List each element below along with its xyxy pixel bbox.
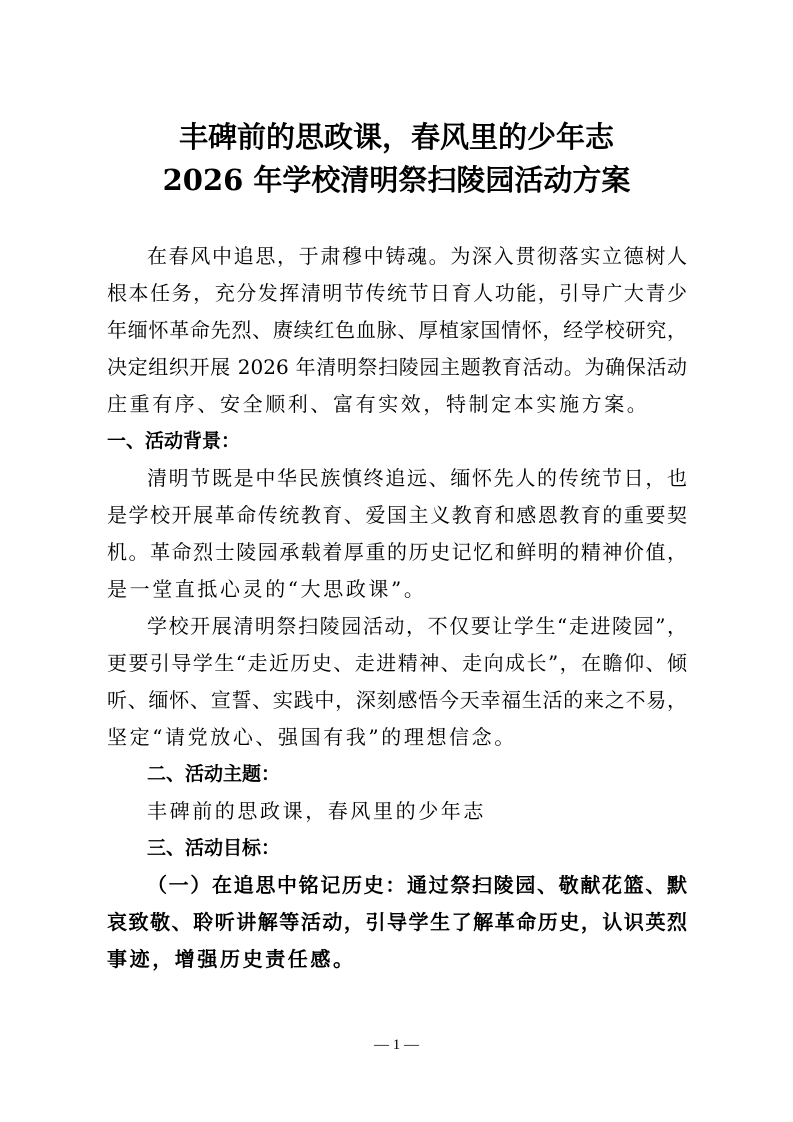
background-para1-line: 是一堂直抵心灵的“大思政课”。 bbox=[107, 577, 427, 601]
document-title-line-2: 2026 年学校清明祭扫陵园活动方案 bbox=[162, 163, 631, 197]
intro-line: 年缅怀革命先烈、赓续红色血脉、厚植家国情怀，经学校研究， bbox=[107, 318, 687, 342]
background-para2-line: 听、缅怀、宣誓、实践中，深刻感悟今天幸福生活的来之不易， bbox=[107, 688, 687, 712]
background-para1-line: 清明节既是中华民族慎终追远、缅怀先人的传统节日，也 bbox=[147, 466, 687, 490]
section-heading-goals: 三、活动目标： bbox=[147, 837, 281, 859]
background-para2-line: 学校开展清明祭扫陵园活动，不仅要让学生“走进陵园”， bbox=[147, 614, 687, 638]
intro-line: 决定组织开展 2026 年清明祭扫陵园主题教育活动。为确保活动 bbox=[107, 355, 687, 379]
intro-line: 在春风中追思，于肃穆中铸魂。为深入贯彻落实立德树人 bbox=[147, 244, 687, 268]
background-para1-line: 机。革命烈士陵园承载着厚重的历史记忆和鲜明的精神价值， bbox=[107, 540, 687, 564]
intro-line: 庄重有序、安全顺利、富有实效，特制定本实施方案。 bbox=[107, 392, 650, 416]
background-para2-line: 更要引导学生“走近历史、走进精神、走向成长”，在瞻仰、倾 bbox=[107, 651, 687, 675]
intro-line: 根本任务，充分发挥清明节传统节日育人功能，引导广大青少 bbox=[107, 281, 687, 305]
goal-item-1-line: 事迹，增强历史责任感。 bbox=[107, 947, 356, 971]
section-heading-theme: 二、活动主题： bbox=[147, 763, 281, 785]
document-title-line-1: 丰碑前的思政课，春风里的少年志 bbox=[178, 120, 614, 154]
page-number: — 1 — bbox=[374, 1037, 419, 1053]
background-para1-line: 是学校开展革命传统教育、爱国主义教育和感恩教育的重要契 bbox=[107, 503, 687, 527]
theme-text: 丰碑前的思政课，春风里的少年志 bbox=[147, 799, 486, 823]
background-para2-line: 坚定“请党放心、强国有我”的理想信念。 bbox=[107, 725, 517, 749]
section-heading-background: 一、活动背景： bbox=[107, 430, 241, 452]
goal-item-1-line: 哀致敬、聆听讲解等活动，引导学生了解革命历史，认识英烈 bbox=[107, 910, 687, 934]
goal-item-1-line: （一）在追思中铭记历史：通过祭扫陵园、敬献花篮、默 bbox=[147, 873, 687, 897]
